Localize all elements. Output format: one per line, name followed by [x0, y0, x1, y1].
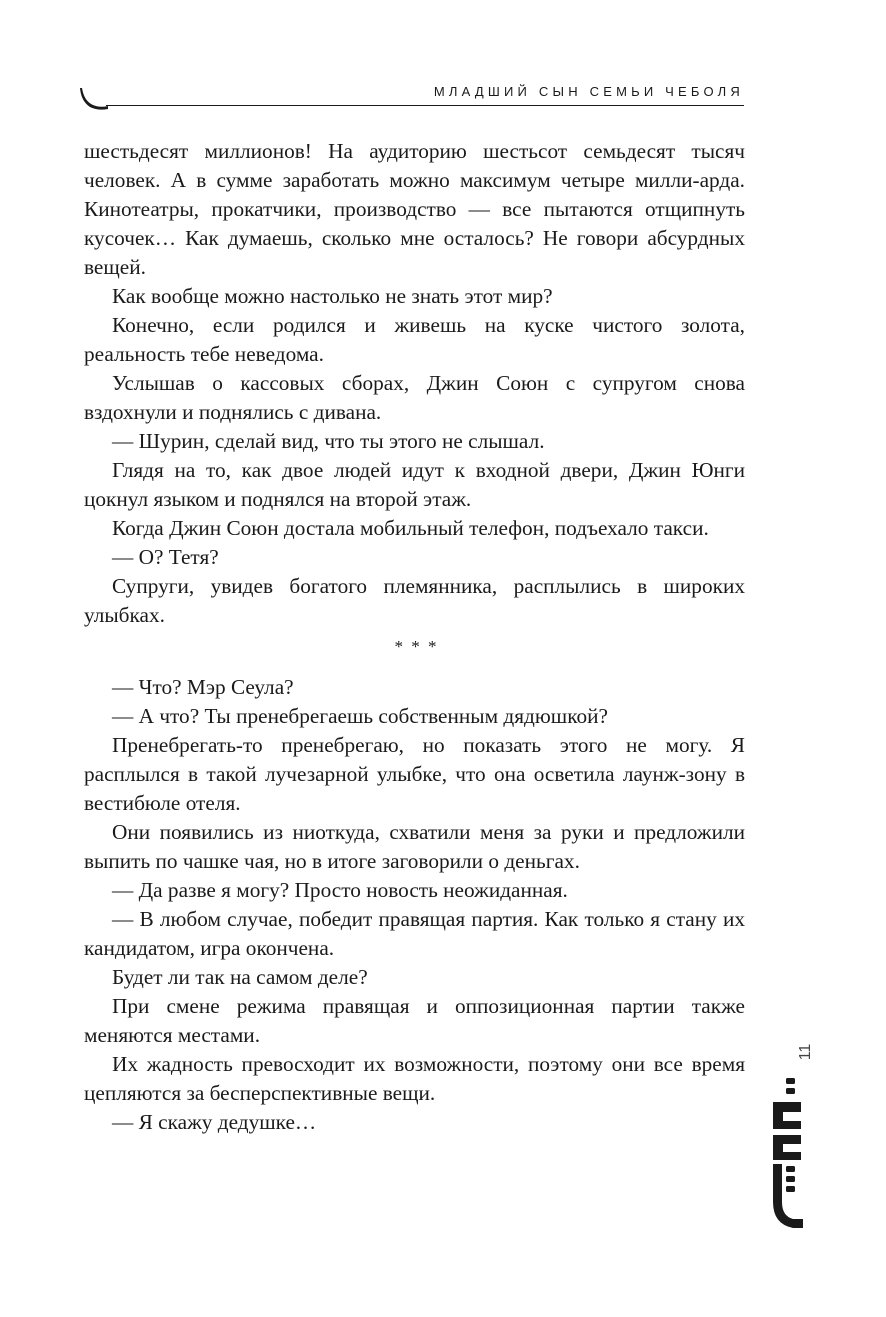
paragraph: — Что? Мэр Сеула?: [112, 675, 294, 699]
hook-ornament-icon: [80, 86, 110, 110]
paragraph: Они появились из ниоткуда, схватили меня за руки и предложили выпить по чашке чая, но в итоге заговорили о деньгах.: [84, 820, 745, 873]
paragraph: Будет ли так на самом деле?: [112, 965, 368, 989]
paragraph: — О? Тетя?: [112, 545, 219, 569]
paragraph: Их жадность превосходит их возможности, поэтому они все время цепляются за бесперспективные вещи.: [84, 1052, 745, 1105]
paragraph: Когда Джин Союн достала мобильный телефон, подъехало такси.: [112, 516, 709, 540]
header-divider: [106, 105, 744, 106]
paragraph: — Да разве я могу? Просто новость неожиданная.: [112, 878, 568, 902]
paragraph: шестьдесят миллионов! На аудиторию шестьсот семьдесят тысяч человек. А в сумме заработать можно максимум четыре милли-арда. Кинотеатры, прокатчики, производство — все пытаются отщипнуть кусочек… Как думаешь, сколько мне осталось? Не говори абсурдных вещей.: [84, 139, 745, 279]
paragraph: Пренебрегать-то пренебрегаю, но показать этого не могу. Я расплылся в такой лучезарной улыбке, что она осветила лаунж-зону в вестибюле отеля.: [84, 733, 745, 815]
book-title: МЛАДШИЙ СЫН СЕМЬИ ЧЕБОЛЯ: [433, 84, 744, 99]
page-number: 11: [797, 1043, 814, 1061]
paragraph: — В любом случае, победит правящая партия. Как только я стану их кандидатом, игра окончена.: [84, 907, 745, 960]
paragraph: — Я скажу дедушке…: [112, 1110, 317, 1134]
paragraph: Услышав о кассовых сборах, Джин Союн с супругом снова вздохнули и поднялись с дивана.: [84, 371, 745, 424]
paragraph: — Шурин, сделай вид, что ты этого не слышал.: [112, 429, 545, 453]
publisher-logo-icon: [770, 1078, 806, 1234]
paragraph: Супруги, увидев богатого племянника, расплылись в широких улыбках.: [84, 574, 745, 627]
paragraph: При смене режима правящая и оппозиционная партии также меняются местами.: [84, 994, 745, 1047]
body-text: [84, 137, 745, 1137]
paragraph: — А что? Ты пренебрегаешь собственным дядюшкой?: [112, 704, 608, 728]
paragraph: Как вообще можно настолько не знать этот мир?: [112, 284, 553, 308]
paragraph: Глядя на то, как двое людей идут к входной двери, Джин Юнги цокнул языком и поднялся на второй этаж.: [84, 458, 745, 511]
paragraph: Конечно, если родился и живешь на куске чистого золота, реальность тебе неведома.: [84, 313, 745, 366]
section-separator: * * *: [394, 637, 439, 656]
running-header: [0, 0, 886, 120]
